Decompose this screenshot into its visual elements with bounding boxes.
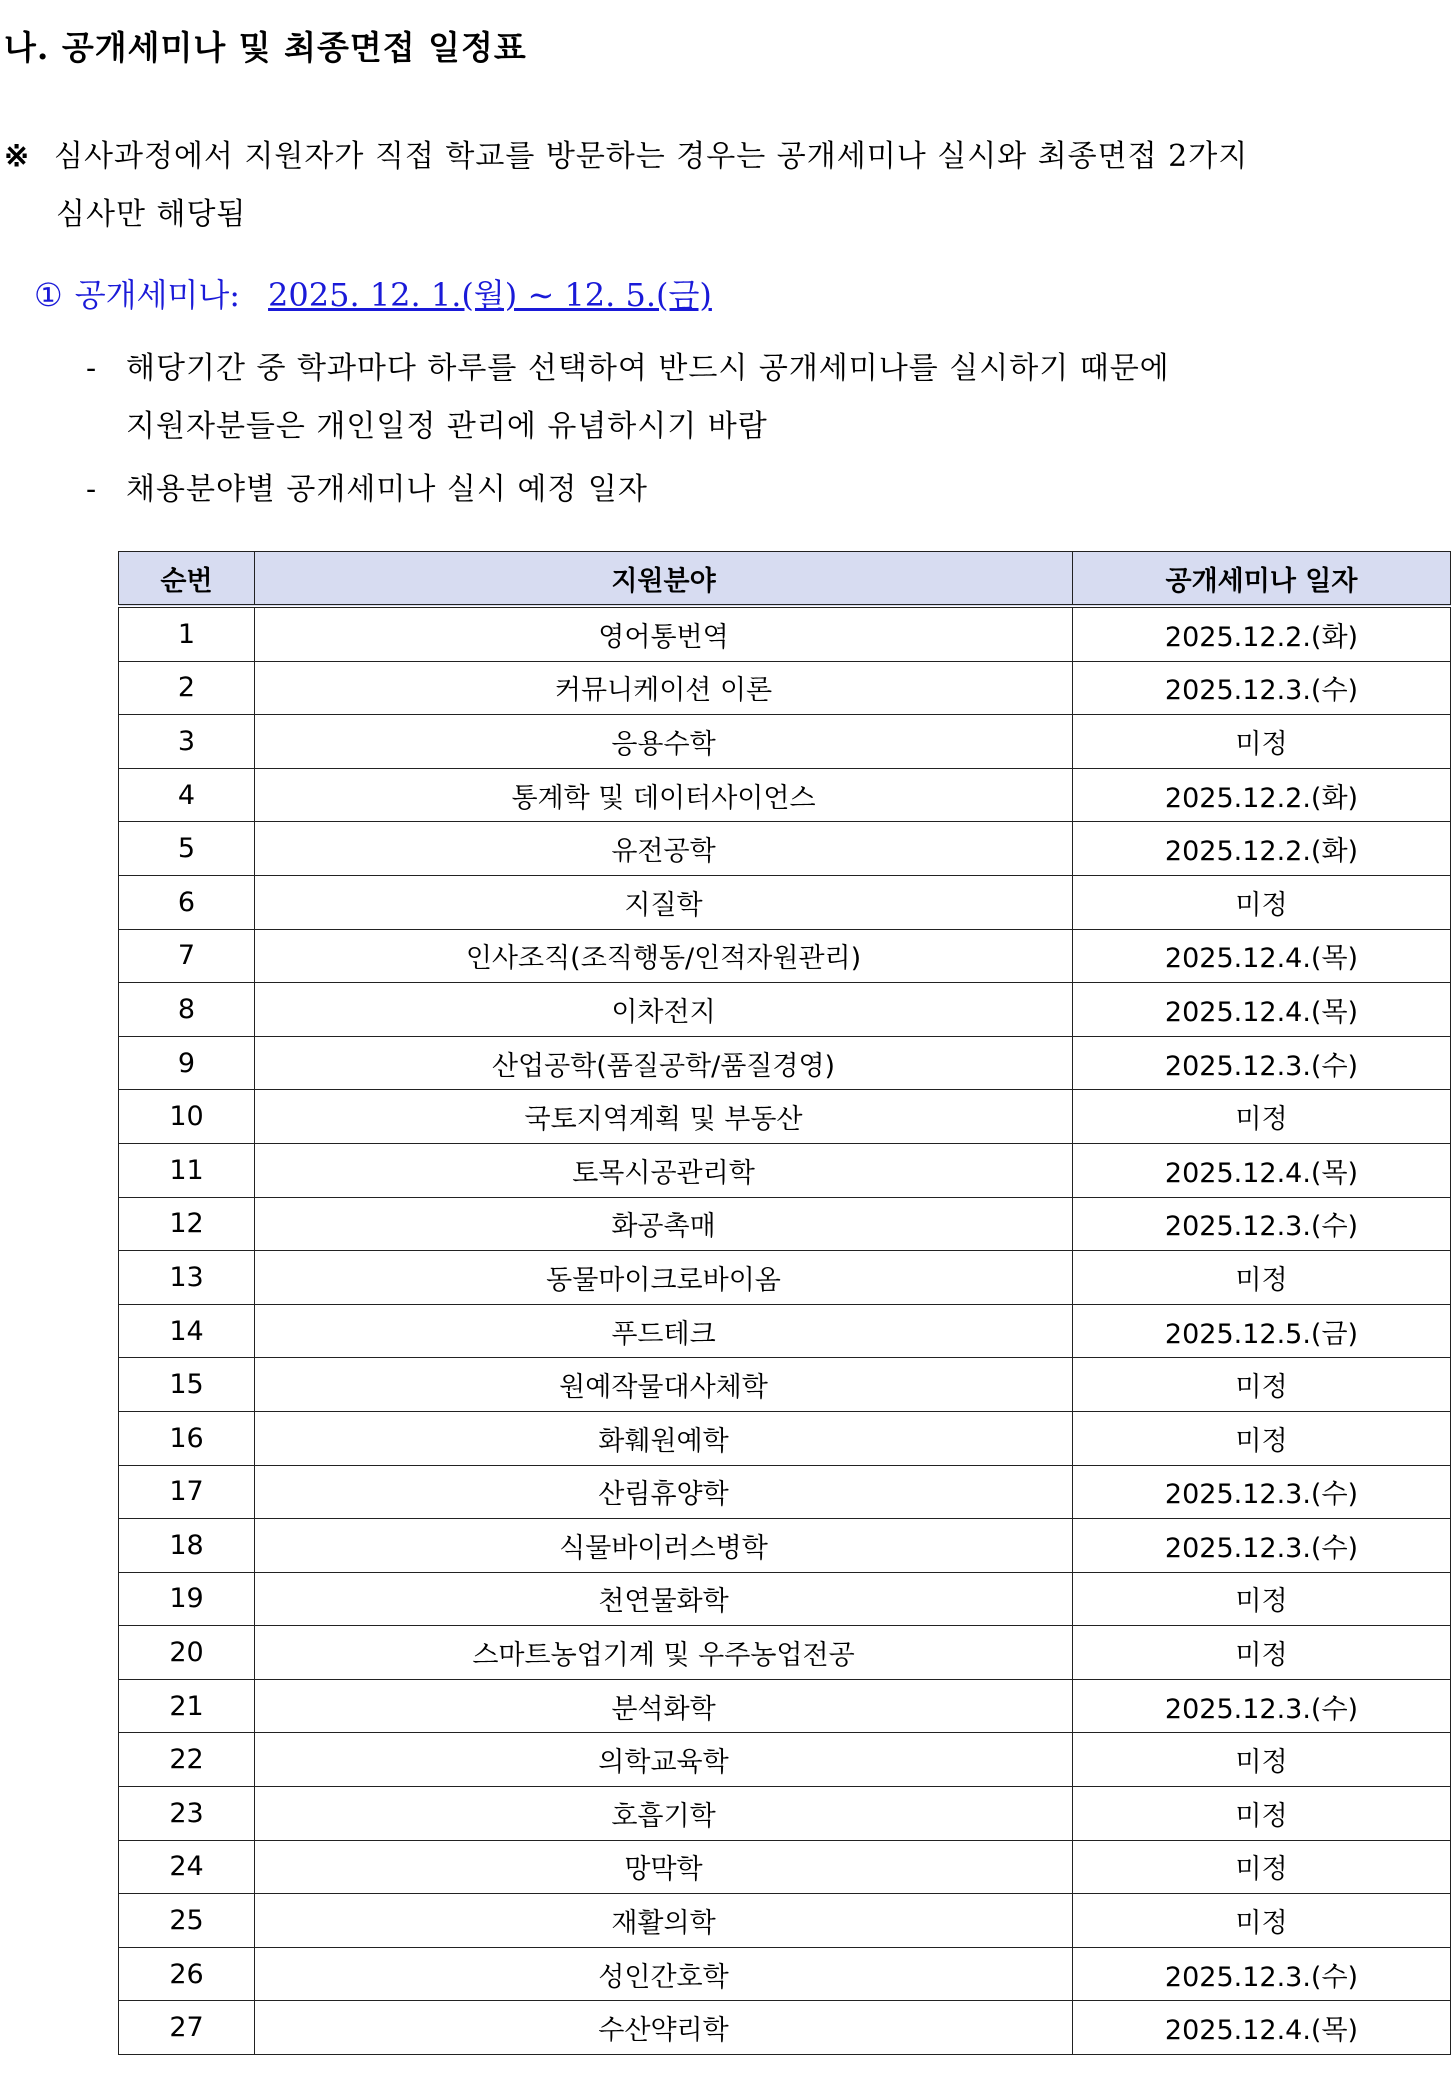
cell-field: 의학교육학 (255, 1733, 1073, 1787)
cell-date: 미정 (1073, 1787, 1451, 1841)
seminar-schedule-table (118, 551, 1451, 2055)
bullet-dash: - (86, 351, 98, 386)
cell-field: 동물마이크로바이옴 (255, 1251, 1073, 1305)
cell-number: 5 (119, 822, 255, 876)
cell-date: 2025.12.3.(수) (1073, 1947, 1451, 2001)
section-title: 나. 공개세미나 및 최종면접 일정표 (4, 28, 527, 67)
cell-number: 21 (119, 1679, 255, 1733)
note-line-1: 심사과정에서 지원자가 직접 학교를 방문하는 경우는 공개세미나 실시와 최종면접 2가지 (54, 139, 1249, 174)
cell-field: 망막학 (255, 1840, 1073, 1894)
seminar-number: ① (34, 276, 63, 314)
bullet1-line-1: 해당기간 중 학과마다 하루를 선택하여 반드시 공개세미나를 실시하기 때문에 (126, 351, 1170, 386)
cell-field: 화훼원예학 (255, 1411, 1073, 1465)
table-row (119, 1519, 1451, 1573)
cell-date: 2025.12.4.(목) (1073, 929, 1451, 983)
cell-field: 스마트농업기계 및 우주농업전공 (255, 1626, 1073, 1680)
cell-number: 11 (119, 1143, 255, 1197)
table-row (119, 715, 1451, 769)
cell-number: 12 (119, 1197, 255, 1251)
table-row (119, 1197, 1451, 1251)
cell-date: 미정 (1073, 1411, 1451, 1465)
cell-date: 2025.12.3.(수) (1073, 1036, 1451, 1090)
cell-date: 미정 (1073, 1251, 1451, 1305)
cell-field: 화공촉매 (255, 1197, 1073, 1251)
seminar-label: 공개세미나: (74, 276, 241, 314)
cell-date: 2025.12.2.(화) (1073, 606, 1451, 661)
seminar-period: 2025. 12. 1.(월) ∼ 12. 5.(금) (268, 276, 712, 314)
table-row (119, 1840, 1451, 1894)
cell-field: 수산약리학 (255, 2001, 1073, 2055)
cell-number: 25 (119, 1894, 255, 1948)
cell-date: 미정 (1073, 1733, 1451, 1787)
cell-number: 23 (119, 1787, 255, 1841)
cell-number: 2 (119, 661, 255, 715)
cell-date: 2025.12.3.(수) (1073, 1679, 1451, 1733)
cell-number: 18 (119, 1519, 255, 1573)
cell-field: 인사조직(조직행동/인적자원관리) (255, 929, 1073, 983)
table-row (119, 661, 1451, 715)
seminar-notice (86, 340, 1446, 456)
cell-field: 토목시공관리학 (255, 1143, 1073, 1197)
table-row (119, 1411, 1451, 1465)
cell-date: 미정 (1073, 715, 1451, 769)
cell-number: 13 (119, 1251, 255, 1305)
cell-date: 미정 (1073, 1840, 1451, 1894)
table-row (119, 1894, 1451, 1948)
cell-field: 분석화학 (255, 1679, 1073, 1733)
cell-field: 원예작물대사체학 (255, 1358, 1073, 1412)
cell-date: 2025.12.4.(목) (1073, 983, 1451, 1037)
cell-number: 19 (119, 1572, 255, 1626)
cell-field: 산림휴양학 (255, 1465, 1073, 1519)
cell-date: 미정 (1073, 1090, 1451, 1144)
cell-number: 6 (119, 875, 255, 929)
cell-field: 응용수학 (255, 715, 1073, 769)
table-row (119, 2001, 1451, 2055)
table-row (119, 768, 1451, 822)
cell-date: 2025.12.4.(목) (1073, 1143, 1451, 1197)
cell-number: 24 (119, 1840, 255, 1894)
table-row (119, 1733, 1451, 1787)
cell-field: 산업공학(품질공학/품질경영) (255, 1036, 1073, 1090)
cell-date: 2025.12.3.(수) (1073, 1465, 1451, 1519)
table-row (119, 1465, 1451, 1519)
cell-date: 미정 (1073, 1572, 1451, 1626)
bullet1-line-2: 지원자분들은 개인일정 관리에 유념하시기 바람 (126, 409, 768, 444)
schedule-caption (86, 464, 648, 508)
note-mark: ※ (4, 139, 31, 174)
header-date: 공개세미나 일자 (1073, 552, 1451, 607)
cell-number: 14 (119, 1304, 255, 1358)
header-field: 지원분야 (255, 552, 1073, 607)
cell-number: 17 (119, 1465, 255, 1519)
table-header-row (119, 552, 1451, 607)
table-row (119, 875, 1451, 929)
cell-number: 9 (119, 1036, 255, 1090)
cell-field: 이차전지 (255, 983, 1073, 1037)
cell-date: 미정 (1073, 1894, 1451, 1948)
cell-number: 22 (119, 1733, 255, 1787)
cell-field: 유전공학 (255, 822, 1073, 876)
cell-number: 8 (119, 983, 255, 1037)
cell-date: 미정 (1073, 875, 1451, 929)
cell-date: 2025.12.3.(수) (1073, 1197, 1451, 1251)
cell-field: 호흡기학 (255, 1787, 1073, 1841)
seminar-heading (34, 270, 712, 316)
cell-number: 3 (119, 715, 255, 769)
cell-field: 천연물화학 (255, 1572, 1073, 1626)
table-row (119, 929, 1451, 983)
cell-field: 성인간호학 (255, 1947, 1073, 2001)
table-row (119, 1947, 1451, 2001)
cell-date: 2025.12.3.(수) (1073, 661, 1451, 715)
cell-field: 통계학 및 데이터사이언스 (255, 768, 1073, 822)
cell-number: 1 (119, 606, 255, 661)
bullet2-text: 채용분야별 공개세미나 실시 예정 일자 (126, 472, 648, 507)
cell-field: 커뮤니케이션 이론 (255, 661, 1073, 715)
cell-number: 15 (119, 1358, 255, 1412)
cell-number: 26 (119, 1947, 255, 2001)
cell-number: 27 (119, 2001, 255, 2055)
table-row (119, 1358, 1451, 1412)
table-row (119, 983, 1451, 1037)
cell-field: 국토지역계획 및 부동산 (255, 1090, 1073, 1144)
cell-number: 10 (119, 1090, 255, 1144)
cell-number: 4 (119, 768, 255, 822)
cell-date: 2025.12.2.(화) (1073, 768, 1451, 822)
cell-field: 재활의학 (255, 1894, 1073, 1948)
table-row (119, 1304, 1451, 1358)
cell-date: 2025.12.4.(목) (1073, 2001, 1451, 2055)
notice (4, 128, 1444, 244)
table-row (119, 606, 1451, 661)
table-row (119, 1626, 1451, 1680)
table-row (119, 1679, 1451, 1733)
cell-field: 지질학 (255, 875, 1073, 929)
cell-field: 영어통번역 (255, 606, 1073, 661)
table-row (119, 1787, 1451, 1841)
cell-date: 2025.12.5.(금) (1073, 1304, 1451, 1358)
table-row (119, 822, 1451, 876)
table-row (119, 1036, 1451, 1090)
bullet-dash: - (86, 472, 98, 507)
table-row (119, 1143, 1451, 1197)
table-row (119, 1090, 1451, 1144)
cell-date: 2025.12.2.(화) (1073, 822, 1451, 876)
cell-field: 식물바이러스병학 (255, 1519, 1073, 1573)
header-number: 순번 (119, 552, 255, 607)
table-row (119, 1251, 1451, 1305)
cell-number: 16 (119, 1411, 255, 1465)
cell-number: 20 (119, 1626, 255, 1680)
cell-date: 미정 (1073, 1626, 1451, 1680)
cell-field: 푸드테크 (255, 1304, 1073, 1358)
table-row (119, 1572, 1451, 1626)
cell-number: 7 (119, 929, 255, 983)
note-line-2: 심사만 해당됨 (56, 197, 247, 232)
cell-date: 미정 (1073, 1358, 1451, 1412)
cell-date: 2025.12.3.(수) (1073, 1519, 1451, 1573)
